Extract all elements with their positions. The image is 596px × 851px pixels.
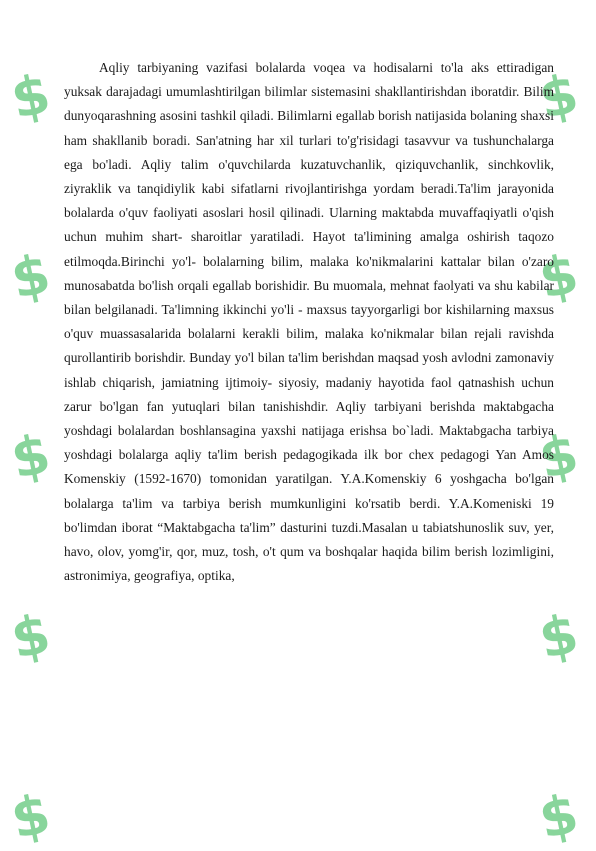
- watermark-dollar-icon: $: [5, 241, 56, 312]
- watermark-dollar-icon: $: [5, 421, 56, 492]
- watermark-dollar-icon: $: [533, 781, 584, 851]
- body-paragraph: Aqliy tarbiyaning vazifasi bolalarda voqea va hodisalarni to'la aks ettiradigan yuksak darajadagi umumlashtirilgan bilimlar sistemasini shakllantirishdan iboratdir. Bilim dunyoqarashning asosini tashkil qiladi. Bilimlarni egallab borish natijasida bolaning shaxsi ham shakllanib boradi. San'atning har xil turlari to'g'risidagi tasavvur va tushunchalarga ega bo'ladi. Aqliy talim o'quvchilarda kuzatuvchanlik, qiziquvchanlik, sinchkovlik, ziyraklik va tanqidiylik kabi sifatlarni rivojlantirishga yordam beradi.Ta'lim jarayonida bolalarda o'quv faoliyati asoslari hosil qilinadi. Ularning maktabda muvaffaqiyatli o'qish uchun muhim shart- sharoitlar yaratiladi. Hayot ta'limining amalga oshirish taqozo etilmoqda.Birinchi yo'l- bolalarning bilim, malaka ko'nikmalarini kattalar bilan o'zaro munosabatda bo'lish orqali egallab borishidir. Bu muomala, mehnat faolyati va shu kabilar bilan belgilanadi. Ta'limning ikkinchi yo'li - maxsus tayyorgarligi bor kishilarning maxsus o'quv muassasalarida bolalarni kerakli bilim, malaka ko'nikmalar bilan rejali ravishda qurollantirib borishdir. Bunday yo'l bilan ta'lim berishdan maqsad yosh avlodni zamonaviy ishlab chiqarish, jamiatning ijtimoiy- siyosiy, madaniy hayotida faol qatnashish uchun zarur bo'lgan fan yutuqlari bilan tanishishdir. Aqliy tarbiyani berishda maktabgacha yoshdagi bolalardan boshlansagina yaxshi natijaga erishsa bo`ladi. Maktabgacha tarbiya yoshdagi bolalarga aqliy ta'lim berish pedagogikada ilk bor chex pedagogi Yan Amos Komenskiy (1592-1670) tomonidan yaratilgan. Y.A.Komenskiy 6 yoshgacha bo'lgan bolalarga ta'lim va tarbiya berish mumkunligini ko'rsatib berdi. Y.A.Komeniski 19 bo'limdan iborat “Maktabgacha ta'lim” dasturini tuzdi.Masalan u tabiatshunoslik suv, yer, havo, olov, yomg'ir, qor, muz, tosh, o't qum va boshqalar haqida bilim berish lozimligini, astronimiya, geografiya, optika,: [64, 60, 554, 584]
- watermark-dollar-icon: $: [533, 601, 584, 672]
- watermark-dollar-icon: $: [533, 241, 584, 312]
- body-text-block: [64, 56, 554, 588]
- watermark-dollar-icon: $: [533, 61, 584, 132]
- watermark-dollar-icon: $: [533, 421, 584, 492]
- watermark-dollar-icon: $: [5, 61, 56, 132]
- watermark-dollar-icon: $: [5, 781, 56, 851]
- watermark-dollar-icon: $: [5, 601, 56, 672]
